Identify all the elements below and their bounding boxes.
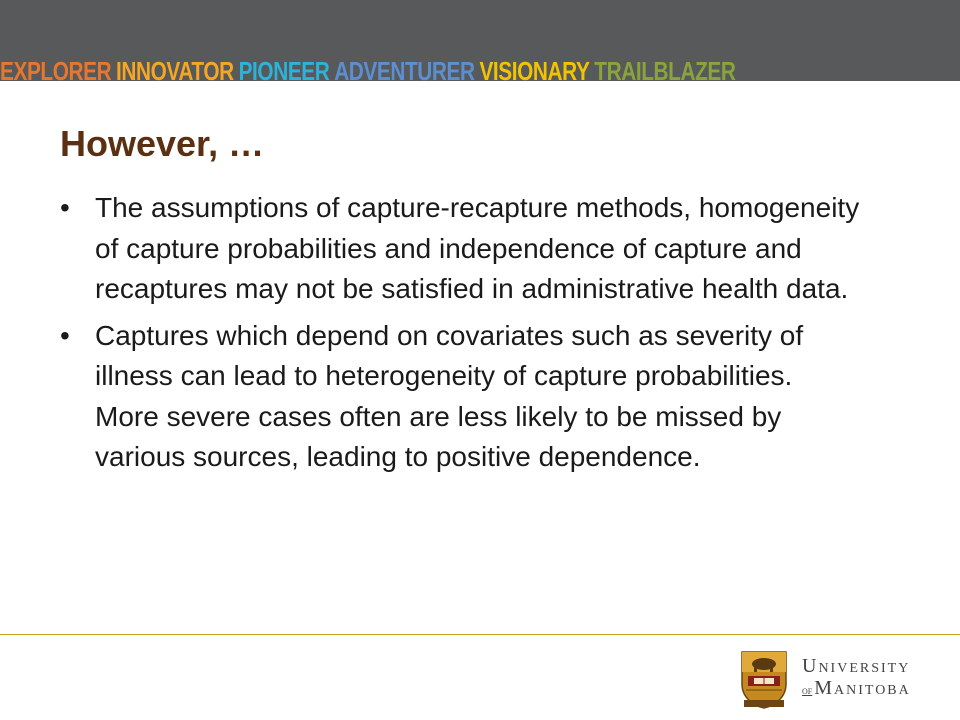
- university-crest-icon: [740, 650, 788, 710]
- header-wordmark: [0, 52, 740, 84]
- wordmark-of: of: [802, 683, 813, 697]
- wordmark-line-1: University: [802, 655, 911, 677]
- bullet-list: [60, 188, 860, 484]
- wordmark-manitoba: Manitoba: [814, 677, 911, 699]
- bullet-text: Captures which depend on covariates such as severity of illness can lead to heterogeneity of capture probabilities. More severe cases often are less likely to be missed by various sources, leading to positive dependence.: [95, 319, 804, 472]
- header-word-innovator: INNOVATOR: [116, 56, 234, 86]
- bullet-marker: •: [60, 192, 70, 223]
- slide-title: However, …: [60, 123, 265, 164]
- header-word-explorer: EXPLORER: [0, 56, 112, 86]
- wordmark-line-2: [802, 678, 911, 700]
- bullet-marker: •: [60, 319, 70, 351]
- bullet-text: The assumptions of capture-recapture methods, homogeneity of capture probabilities and independence of capture and recaptures may not be satisfied in administrative health data.: [95, 192, 860, 304]
- header-word-visionary: VISIONARY: [479, 56, 590, 86]
- header-word-trailblazer: TRAILBLAZER: [594, 56, 736, 86]
- footer-rule: [0, 634, 960, 635]
- bullet-item: [60, 188, 860, 310]
- header-word-adventurer: ADVENTURER: [334, 56, 475, 86]
- bullet-item: [60, 316, 860, 478]
- header-word-pioneer: PIONEER: [238, 56, 330, 86]
- university-wordmark: [802, 656, 911, 700]
